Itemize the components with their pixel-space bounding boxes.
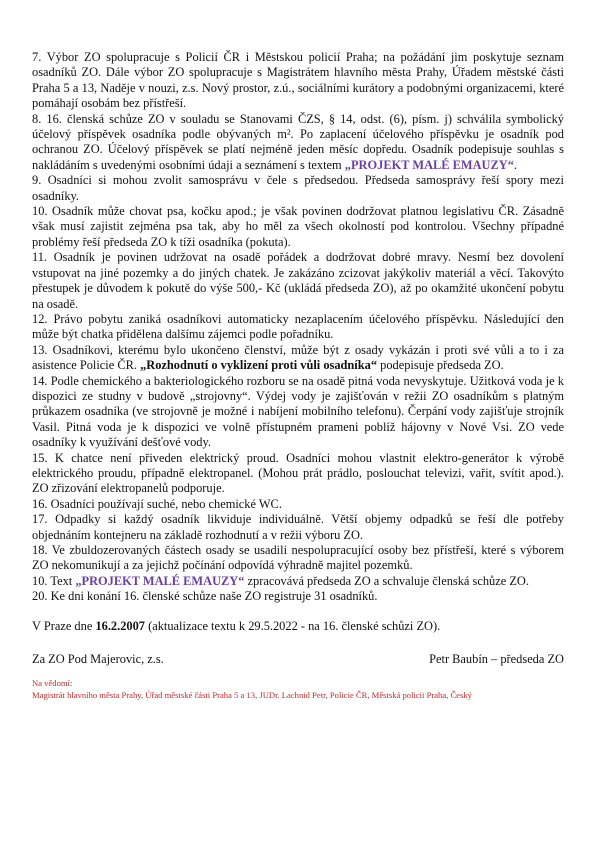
list-item — [32, 250, 564, 312]
item-text: 12. Právo pobytu zaniká osadníkovi automaticky nezaplacením účelového příspěvku. Následující den může být chatka přidělena dalšímu zájemci podle pořadníku. — [32, 311, 564, 342]
bold-document-title: „Rozhodnutí o vyklizení proti vůli osadníka“ — [140, 358, 378, 373]
item-text: 11. Osadník je povinen udržovat na osadě pořádek a dodržovat dobré mravy. Nesmí bez dovolení vstupovat na jiné pozemky a do jiných chatek. Je zakázáno zcizovat jakýkoliv materiál a věcí. Takovýto přestupek je důvodem k pokutě do výše 500,- Kč (ukládá předseda ZO), až po okamžité ukončení pobytu na osadě. — [32, 250, 564, 311]
numbered-items-list — [32, 50, 564, 605]
project-title-highlight: „PROJEKT MALÉ EMAUZY“ — [344, 157, 514, 172]
list-item — [32, 589, 564, 604]
list-item — [32, 374, 564, 451]
list-item — [32, 50, 564, 112]
list-item — [32, 451, 564, 497]
item-text: 20. Ke dni konání 16. členské schůze naše ZO registruje 31 osadníků. — [32, 589, 378, 604]
project-title-highlight: „PROJEKT MALÉ EMAUZY“ — [75, 573, 245, 588]
item-text: 16. Osadníci používají suché, nebo chemické WC. — [32, 496, 282, 511]
item-text: 15. K chatce není přiveden elektrický proud. Osadníci mohou vlastnit elektro-generátor k výrobě elektrického proudu, případně elektropanel. (Mohou prát prádlo, poslouchat televizi, vařit, svítit apod.). ZO zřizování elektropanelů podporuje. — [32, 450, 564, 496]
item-text: 14. Podle chemického a bakteriologického rozboru se na osadě pitná voda nevyskytuje. Užitková voda je k dispozici ze studny v budově „strojovny“. Výdej vody je zajišťován v režii ZO osadníkům s platným průkazem osadníka (ve strojovně je možné i nabíjení mobilního telefonu). Čerpání vody zajišťuje strojník Vasil. Pitná voda je k dispozici ve volně přístupném prameni poblíž hájovny v Nové Vsi. ZO vede osadníky k využívání dešťové vody. — [32, 373, 564, 450]
notice-label: Na vědomí: — [32, 677, 73, 688]
list-item — [32, 312, 564, 343]
signature-row — [32, 652, 564, 667]
date-prefix: V Praze dne — [32, 618, 96, 633]
document-page — [32, 50, 564, 701]
list-item — [32, 497, 564, 512]
item-text: 13. Osadníkovi, kterému bylo ukončeno členství, může být z osady vykázán i proti své vůli a to i za asistence Policie ČR. — [32, 342, 564, 373]
date-suffix: (aktualizace textu k 29.5.2022 - na 16. členské schůzi ZO). — [145, 618, 441, 633]
item-text: 10. Osadník může chovat psa, kočku apod.; je však povinen dodržovat platnou legislativu ČR. Zásadně však musí zajistit zejména psa tak, aby ho měl za všech okolností pod kontrolou. Všechny případné problémy řeší předseda ZO k tíži osadníka (pokuta). — [32, 204, 564, 249]
list-item — [32, 543, 564, 574]
list-item — [32, 574, 564, 589]
list-item — [32, 512, 564, 543]
item-text: 8. 16. členská schůze ZO v souladu se Stanovami ČZS, § 14, odst. (6), písm. j) schválila symbolický účelový příspěvek osadníka podle obývaných m². Po zaplacení účelového příspěvku je osadník pod ochranou ZO. Účelový příspěvek se platí nejméně jeden měsíc dopředu. Osadník podepisuje souhlas s nakládáním s uvedenými osobními údaji a seznámení s textem — [32, 111, 564, 172]
item-text: 7. Výbor ZO spolupracuje s Policií ČR i Městskou policií Praha; na požádání jim poskytuje seznam osadníků ZO. Dále výbor ZO spolupracuje s Magistrátem hlavního města Prahy, Úřadem městské části Praha 5 a 13, Naděje v nouzi, z.s. Nový prostor, z.ú., sociálními kurátory a podobnými organizacemi, které pomáhají osobám bez přístřeší. — [32, 50, 564, 111]
date-value: 16.2.2007 — [95, 618, 145, 633]
list-item — [32, 343, 564, 374]
item-text: zpracovává předseda ZO a schvaluje členská schůze ZO. — [244, 573, 529, 588]
list-item — [32, 204, 564, 250]
notice-block — [32, 677, 564, 701]
item-text: podepisuje předseda ZO. — [377, 358, 504, 373]
notice-text: Magistrát hlavního města Prahy, Úřad městské části Praha 5 a 13, JUDr. Lachnid Petr, Policie ČR, Městská policii Praha, Český — [32, 689, 472, 700]
organization-signature: Za ZO Pod Majerovic, z.s. — [32, 651, 164, 666]
list-item — [32, 173, 564, 204]
item-text: . — [513, 157, 518, 172]
date-line — [32, 619, 564, 634]
item-text: 9. Osadníci si mohou zvolit samosprávu v čele s předsedou. Předseda samosprávy řeší spory mezi osadníky. — [32, 173, 564, 203]
item-text: 17. Odpadky si každý osadník likviduje individuálně. Větší objemy odpadků se řeší dle potřeby objednáním kontejneru na základě rozhodnutí a v režii výboru ZO. — [32, 512, 564, 542]
list-item — [32, 112, 564, 174]
chairman-signature: Petr Baubín – předseda ZO — [429, 651, 564, 666]
item-text: 10. Text — [32, 573, 76, 588]
item-text: 18. Ve zbuldozerovaných částech osady se usadili nespolupracující osoby bez přístřeší, které s výborem ZO nekomunikují a za jejichž počínání odpovídá výhradně majitel pozemků. — [32, 543, 564, 573]
